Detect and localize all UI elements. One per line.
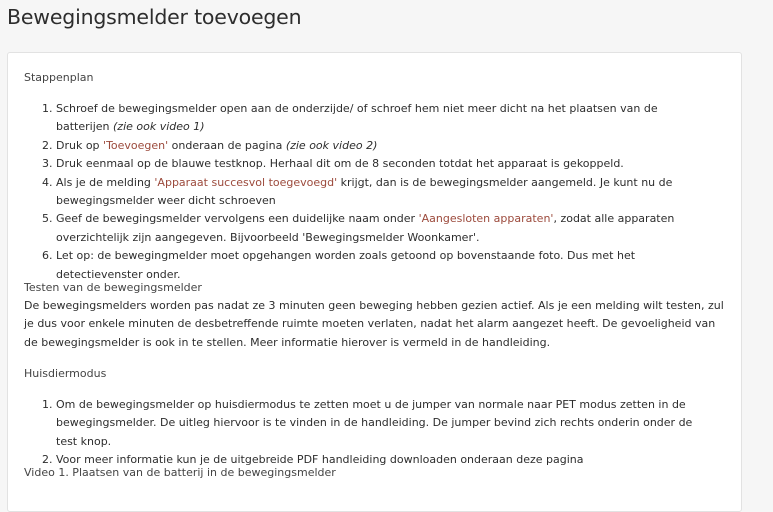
step-item-2: [56, 137, 712, 155]
huisdier-item-1: 1. Om de bewegingsmelder op huisdiermodus te zetten moet u de jumper van normale naar PET modus zetten in de bewegingsmelder. De uitleg hiervoor is te vinden in de handleiding. De jumper bevind zich rechts onderin onder de test knop.: [56, 396, 712, 451]
stappenplan-heading: Stappenplan: [24, 71, 94, 84]
step-item-3: [56, 155, 712, 173]
testen-heading: Testen van de bewegingsmelder: [24, 281, 202, 294]
toevoegen-link[interactable]: 'Toevoegen': [103, 138, 169, 152]
testen-body: De bewegingsmelders worden pas nadat ze 3 minuten geen beweging hebben gezien actief. Als je een melding wilt testen, zul je dus voor enkele minuten de desbetreffende ruimte moeten verlaten, nadat het alarm aangezet heeft. De gevoeligheid van de bewegingsmelder is ook in te stellen. Meer informatie hierover is vermeld in de handleiding.: [24, 299, 724, 349]
step-5-text: , zodat alle apparaten overzichtelijk zijn aangegeven. Bijvoorbeeld 'Bewegingsmelder Woonkamer'.: [56, 212, 675, 244]
huisdiermodus-heading: Huisdiermodus: [24, 367, 107, 380]
step-5-prefix: Geef de bewegingsmelder vervolgens een duidelijke naam onder: [56, 212, 419, 226]
step-2-text: onderaan de pagina: [168, 138, 286, 152]
step-2-prefix: Druk op: [56, 138, 104, 152]
huisdier-item-2: 2. Voor meer informatie kun je de uitgebreide PDF handleiding downloaden onderaan deze pagina: [56, 451, 712, 469]
step-6-text: Let op: de bewegingmelder moet opgehangen worden zoals getoond op bovenstaande foto. Dus met het detectievenster onder.: [56, 249, 636, 281]
step-item-1: [56, 100, 712, 137]
stappenplan-list: [24, 100, 712, 284]
video1-heading: Video 1. Plaatsen van de batterij in de bewegingsmelder: [24, 466, 336, 479]
step-1-text: Schroef de bewegingsmelder open aan de onderzijde/ of schroef hem niet meer dicht na het plaatsen van de batterijen: [56, 102, 658, 134]
step-3-text: Druk eenmaal op de blauwe testknop. Herhaal dit om de 8 seconden totdat het apparaat is gekoppeld.: [56, 157, 624, 171]
huisdiermodus-list: [24, 396, 712, 470]
instructions-card: [7, 52, 742, 512]
step-4-prefix: Als je de melding: [56, 175, 155, 189]
step-item-4: [56, 174, 712, 211]
step-2-note: (zie ook video 2): [285, 138, 378, 152]
aangesloten-apparaten-link[interactable]: 'Aangesloten apparaten': [418, 212, 554, 226]
step-1-note: (zie ook video 1): [113, 120, 205, 134]
apparaat-toegevoegd-link[interactable]: 'Apparaat succesvol toegevoegd': [154, 175, 338, 189]
step-4-text: krijgt, dan is de bewegingsmelder aangemeld. Je kunt nu de bewegingsmelder weer dicht schroeven: [56, 175, 673, 208]
step-item-5: [56, 210, 712, 247]
page-title: Bewegingsmelder toevoegen: [7, 5, 302, 29]
